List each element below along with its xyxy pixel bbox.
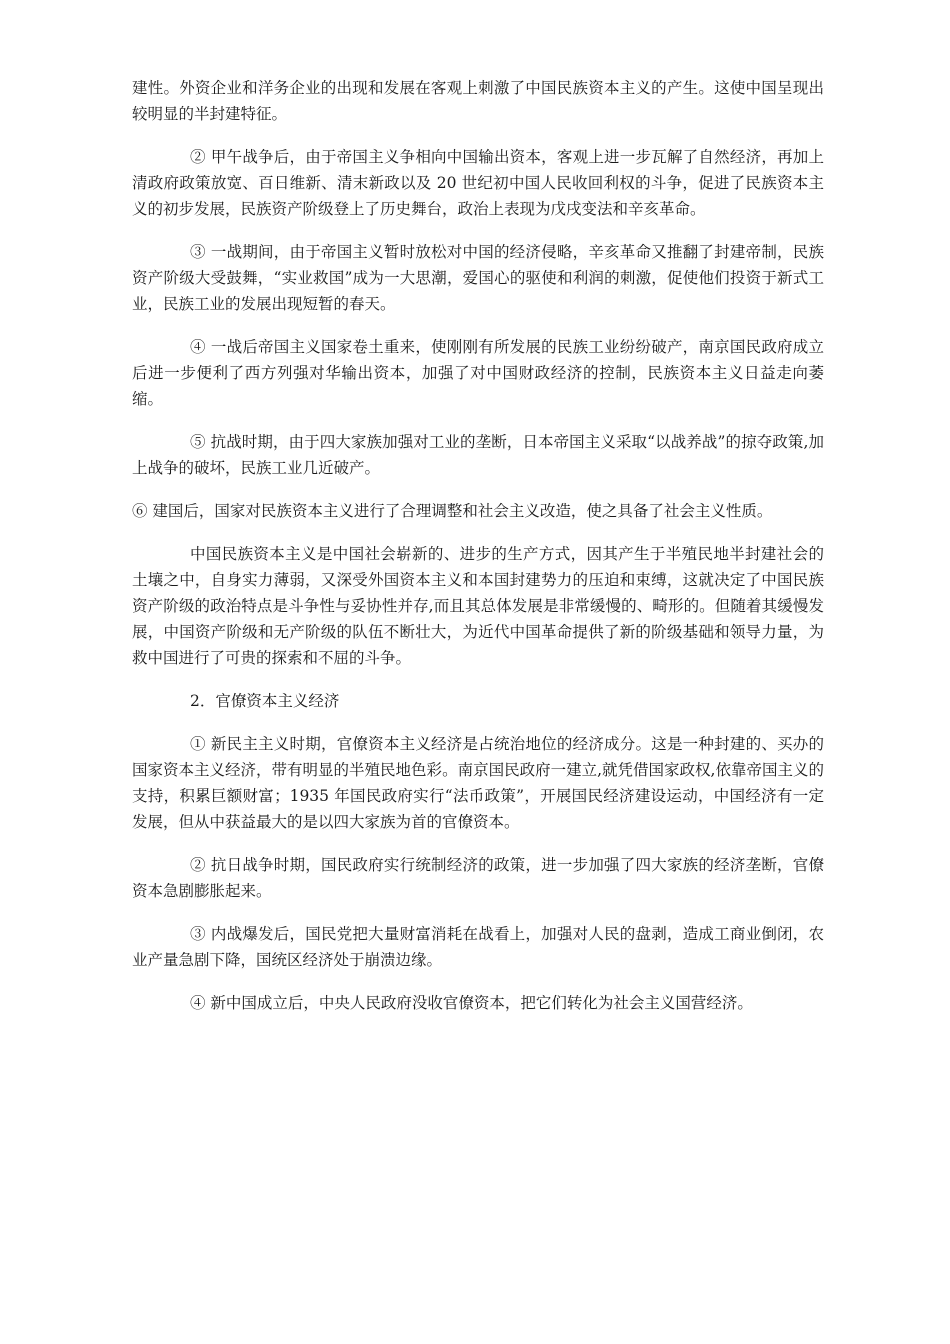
paragraph-bureaucratic-4: ④ 新中国成立后，中央人民政府没收官僚资本，把它们转化为社会主义国营经济。 (190, 994, 753, 1012)
paragraph-bureaucratic-3: ③ 内战爆发后，国民党把大量财富消耗在战看上，加强对人民的盘剥，造成工商业倒闭，农业产量急剧下降，国统区经济处于崩溃边缘。 (132, 925, 824, 969)
paragraph-item-2: ② 甲午战争后，由于帝国主义争相向中国输出资本，客观上进一步瓦解了自然经济，再加上清政府政策放宽、百日维新、清末新政以及 20 世纪初中国人民收回利权的斗争，促进了民族资本主义的初步发展，民族资产阶级登上了历史舞台，政治上表现为戊戌变法和辛亥革命。 (132, 148, 824, 218)
section-heading: 2．官僚资本主义经济 (190, 692, 340, 710)
paragraph-summary: 中国民族资本主义是中国社会崭新的、进步的生产方式，因其产生于半殖民地半封建社会的土壤之中，自身实力薄弱，又深受外国资本主义和本国封建势力的压迫和束缚，这就决定了中国民族资产阶级的政治特点是斗争性与妥协性并存,而且其总体发展是非常缓慢的、畸形的。但随着其缓慢发展，中国资产阶级和无产阶级的队伍不断壮大，为近代中国革命提供了新的阶级基础和领导力量，为救中国进行了可贵的探索和不屈的斗争。 (132, 545, 824, 667)
paragraph-item-4: ④ 一战后帝国主义国家卷土重来，使刚刚有所发展的民族工业纷纷破产，南京国民政府成立后进一步便利了西方列强对华输出资本，加强了对中国财政经济的控制，民族资本主义日益走向萎缩。 (132, 338, 824, 408)
document-body (132, 75, 824, 1033)
paragraph-continuation: 建性。外资企业和洋务企业的出现和发展在客观上刺激了中国民族资本主义的产生。这使中国呈现出较明显的半封建特征。 (132, 79, 824, 123)
paragraph-bureaucratic-2: ② 抗日战争时期，国民政府实行统制经济的政策，进一步加强了四大家族的经济垄断，官僚资本急剧膨胀起来。 (132, 856, 824, 900)
paragraph-item-6: ⑥ 建国后，国家对民族资本主义进行了合理调整和社会主义改造，使之具备了社会主义性质。 (132, 502, 773, 520)
paragraph-item-5: ⑤ 抗战时期，由于四大家族加强对工业的垄断，日本帝国主义采取“以战养战”的掠夺政策,加上战争的破坏，民族工业几近破产。 (132, 433, 824, 477)
paragraph-bureaucratic-1: ① 新民主主义时期，官僚资本主义经济是占统治地位的经济成分。这是一种封建的、买办的国家资本主义经济，带有明显的半殖民地色彩。南京国民政府一建立,就凭借国家政权,依靠帝国主义的支持，积累巨额财富；1935 年国民政府实行“法币政策”，开展国民经济建设运动，中国经济有一定发展，但从中获益最大的是以四大家族为首的官僚资本。 (132, 735, 824, 831)
paragraph-item-3: ③ 一战期间，由于帝国主义暂时放松对中国的经济侵略，辛亥革命又推翻了封建帝制，民族资产阶级大受鼓舞，“实业救国”成为一大思潮，爱国心的驱使和利润的刺激，促使他们投资于新式工业，民族工业的发展出现短暂的春天。 (132, 243, 824, 313)
